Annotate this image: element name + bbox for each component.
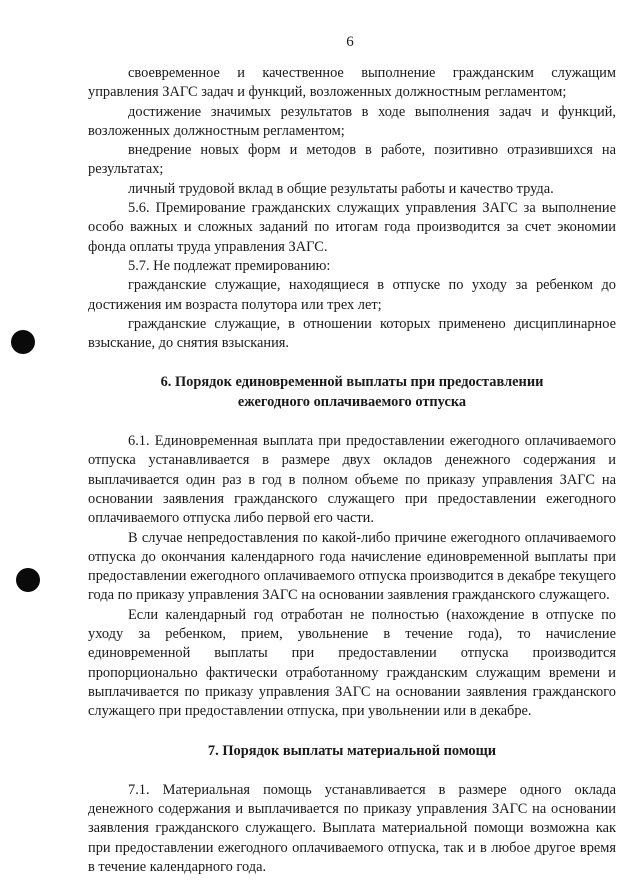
paragraph: своевременное и качественное выполнение гражданским служащим управления ЗАГС задач и функций, возложенных должностным регламентом; [88, 65, 616, 101]
paragraph: внедрение новых форм и методов в работе, позитивно отразившихся на результатах; [88, 142, 616, 178]
paragraph: гражданские служащие, находящиеся в отпуске по уходу за ребенком до достижения им возраста полутора или трех лет; [88, 277, 616, 313]
paragraph: 5.7. Не подлежат премированию: [128, 257, 331, 274]
section-7-heading: 7. Порядок выплаты материальной помощи [207, 742, 497, 759]
punch-hole [16, 568, 40, 592]
document-body [88, 64, 616, 877]
paragraph: 6.1. Единовременная выплата при предоставлении ежегодного оплачиваемого отпуска устанавливается в размере двух окладов денежного содержания и выплачивается один раз в год в полном объеме по приказу управления ЗАГС на основании заявления гражданского служащего при предоставлении ежегодного оплачиваемого отпуска либо первой его части. [88, 433, 616, 527]
paragraph: 5.6. Премирование гражданских служащих управления ЗАГС за выполнение особо важных и сложных заданий по итогам года производится за счет экономии фонда оплаты труда управления ЗАГС. [88, 200, 616, 255]
section-6-heading [88, 373, 616, 412]
heading-line: 6. Порядок единовременной выплаты при предоставлении [160, 374, 544, 391]
paragraph: личный трудовой вклад в общие результаты работы и качество труда. [128, 180, 554, 197]
page-number: 6 [346, 34, 354, 50]
paragraph: Если календарный год отработан не полностью (нахождение в отпуске по уходу за ребенком, прием, увольнение в течение года), то начисление единовременной выплаты при предоставлении отпуска производится пропорционально фактически отработанному гражданским служащим времени и выплачивается по приказу управления ЗАГС на основании заявления гражданского служащего при предоставлении отпуска, при увольнении или в декабре. [88, 606, 616, 720]
paragraph: гражданские служащие, в отношении которых применено дисциплинарное взыскание, до снятия взыскания. [88, 315, 616, 352]
heading-line: ежегодного оплачиваемого отпуска [237, 393, 467, 410]
paragraph: 7.1. Материальная помощь устанавливается в размере одного оклада денежного содержания и выплачивается по приказу управления ЗАГС на основании заявления гражданского служащего. Выплата материальной помощи возможна как при предоставлении ежегодного оплачиваемого отпуска, так и в любое другое время в течение календарного года. [88, 781, 616, 875]
paragraph: В случае непредоставления по какой-либо причине ежегодного оплачиваемого отпуска до окончания календарного года начисление единовременной выплаты при предоставлении ежегодного оплачиваемого отпуска производится в декабре текущего года по приказу управления ЗАГС на основании заявления гражданского служащего. [88, 529, 616, 604]
paragraph: достижение значимых результатов в ходе выполнения задач и функций, возложенных должностным регламентом; [88, 103, 616, 139]
punch-hole [11, 330, 35, 354]
